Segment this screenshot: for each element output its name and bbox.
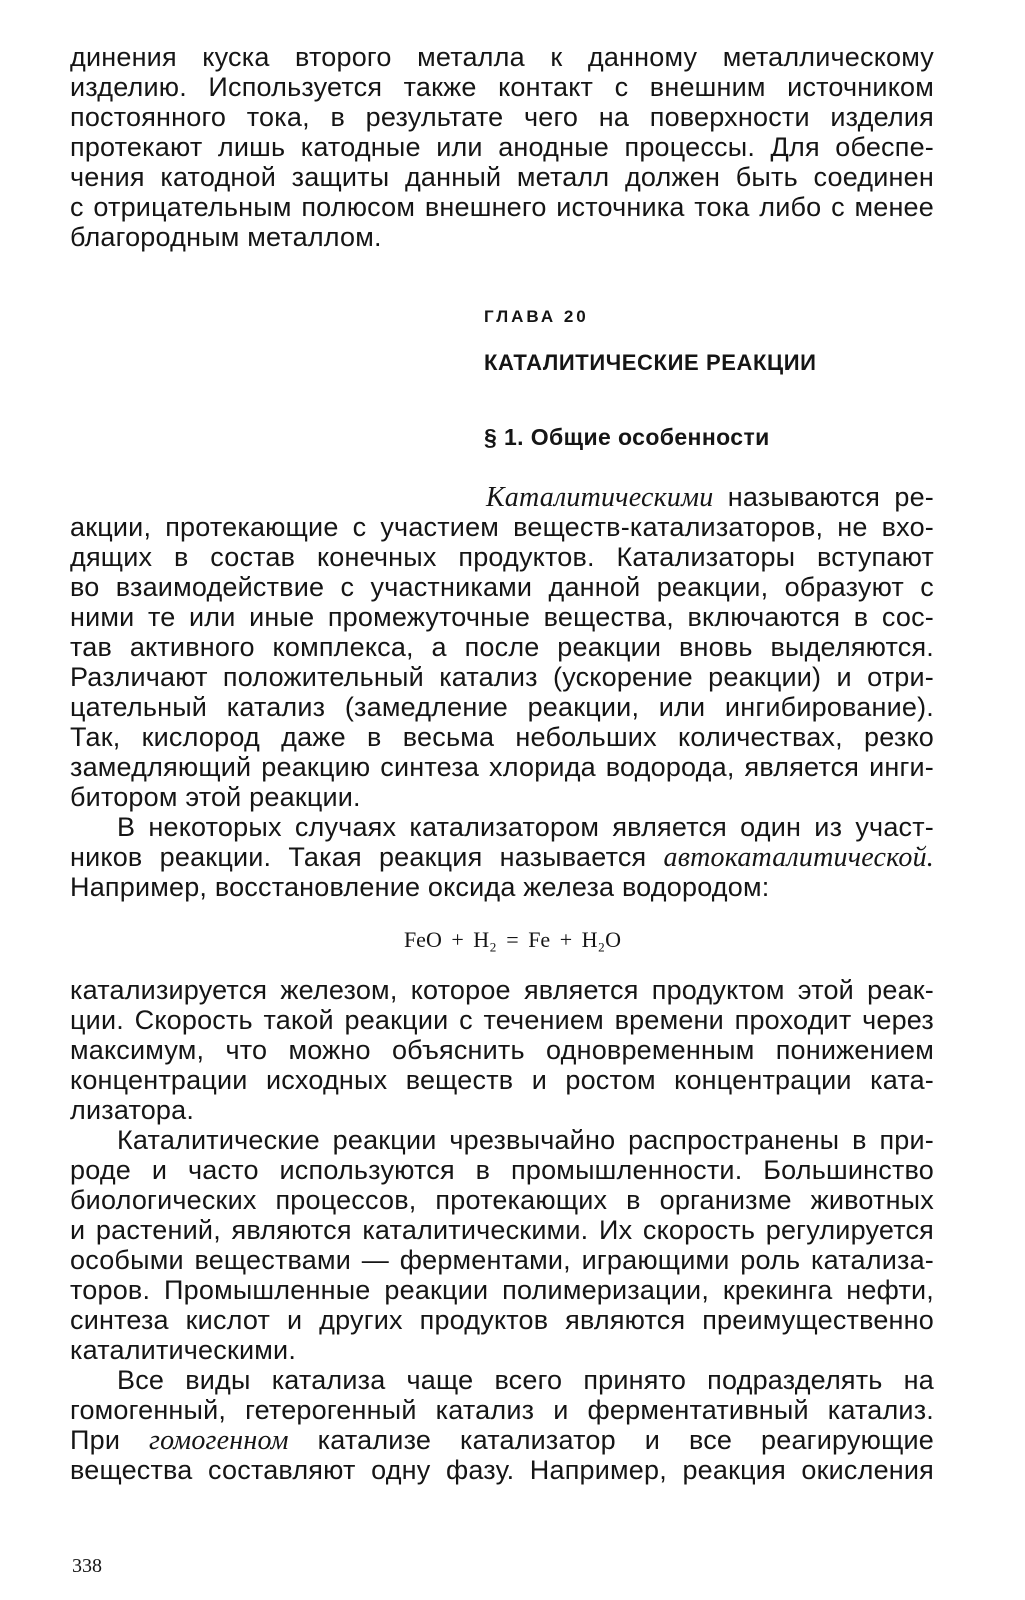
text-line: Каталитические реакции чрезвычайно распространены в при-	[117, 1125, 934, 1155]
text-line: каталитическими.	[70, 1335, 297, 1365]
text-line: тав активного комплекса, а после реакции вновь выделяются.	[70, 632, 934, 662]
text-span: При	[70, 1425, 150, 1455]
text-line: синтеза кислот и других продуктов являются преимущественно	[70, 1305, 934, 1335]
text-line: максимум, что можно объяснить одновременным понижением	[70, 1035, 934, 1065]
text-span: называются ре-	[713, 482, 934, 512]
text-line: битором этой реакции.	[70, 782, 361, 812]
text-line: лизатора.	[70, 1095, 195, 1125]
text-line: гомогенный, гетерогенный катализ и ферментативный катализ.	[70, 1395, 934, 1425]
chemical-equation: FeO + H₂ = Fe + H₂O	[403, 927, 622, 952]
text-line	[70, 1425, 934, 1455]
term-italic: автокаталитической.	[663, 842, 934, 873]
text-line: роде и часто используются в промышленности. Большинство	[70, 1155, 934, 1185]
text-line: Например, восстановление оксида железа водородом:	[70, 872, 770, 902]
section-title: § 1. Общие особенности	[484, 424, 770, 450]
term-italic: Каталитическими	[486, 482, 714, 513]
text-line: Различают положительный катализ (ускорение реакции) и отри-	[70, 662, 934, 692]
text-line: с отрицательным полюсом внешнего источника тока либо с менее	[70, 192, 934, 222]
text-line	[70, 842, 934, 872]
text-line: постоянного тока, в результате чего на поверхности изделия	[70, 102, 934, 132]
term-italic: гомогенном	[149, 1425, 289, 1456]
text-line: Так, кислород даже в весьма небольших количествах, резко	[70, 722, 934, 752]
text-line: катализируется железом, которое является продуктом этой реак-	[70, 975, 934, 1005]
text-line: протекают лишь катодные или анодные процессы. Для обеспе-	[70, 132, 934, 162]
text-line	[486, 482, 934, 512]
text-span: ников реакции. Такая реакция называется	[70, 842, 664, 872]
text-span: катализе катализатор и все реагирующие	[288, 1425, 934, 1455]
text-line: вещества составляют одну фазу. Например, реакция окисления	[70, 1455, 934, 1485]
page-number: 338	[72, 1555, 102, 1577]
text-line: акции, протекающие с участием веществ-катализаторов, не вхо-	[70, 512, 934, 542]
text-line: цательный катализ (замедление реакции, или ингибирование).	[70, 692, 934, 722]
text-line: изделию. Используется также контакт с внешним источником	[70, 72, 934, 102]
text-line: чения катодной защиты данный металл должен быть соединен	[70, 162, 934, 192]
text-line: во взаимодействие с участниками данной реакции, образуют с	[70, 572, 934, 602]
chapter-title: КАТАЛИТИЧЕСКИЕ РЕАКЦИИ	[484, 350, 817, 375]
text-line: дящих в состав конечных продуктов. Катализаторы вступают	[70, 542, 934, 572]
text-line: биологических процессов, протекающих в организме животных	[70, 1185, 934, 1215]
text-line: торов. Промышленные реакции полимеризации, крекинга нефти,	[70, 1275, 934, 1305]
text-line: благородным металлом.	[70, 222, 382, 252]
text-line: замедляющий реакцию синтеза хлорида водорода, является инги-	[70, 752, 934, 782]
text-line: В некоторых случаях катализатором является один из участ-	[117, 812, 934, 842]
text-line: Все виды катализа чаще всего принято подразделять на	[117, 1365, 934, 1395]
chapter-label: ГЛАВА 20	[484, 307, 589, 326]
text-line: концентрации исходных веществ и ростом концентрации ката-	[70, 1065, 934, 1095]
text-line: особыми веществами — ферментами, играющими роль катализа-	[70, 1245, 934, 1275]
text-line: динения куска второго металла к данному металлическому	[70, 42, 934, 72]
text-line: ними те или иные промежуточные вещества, включаются в сос-	[70, 602, 934, 632]
text-line: ции. Скорость такой реакции с течением времени проходит через	[70, 1005, 934, 1035]
text-line: и растений, являются каталитическими. Их скорость регулируется	[70, 1215, 934, 1245]
